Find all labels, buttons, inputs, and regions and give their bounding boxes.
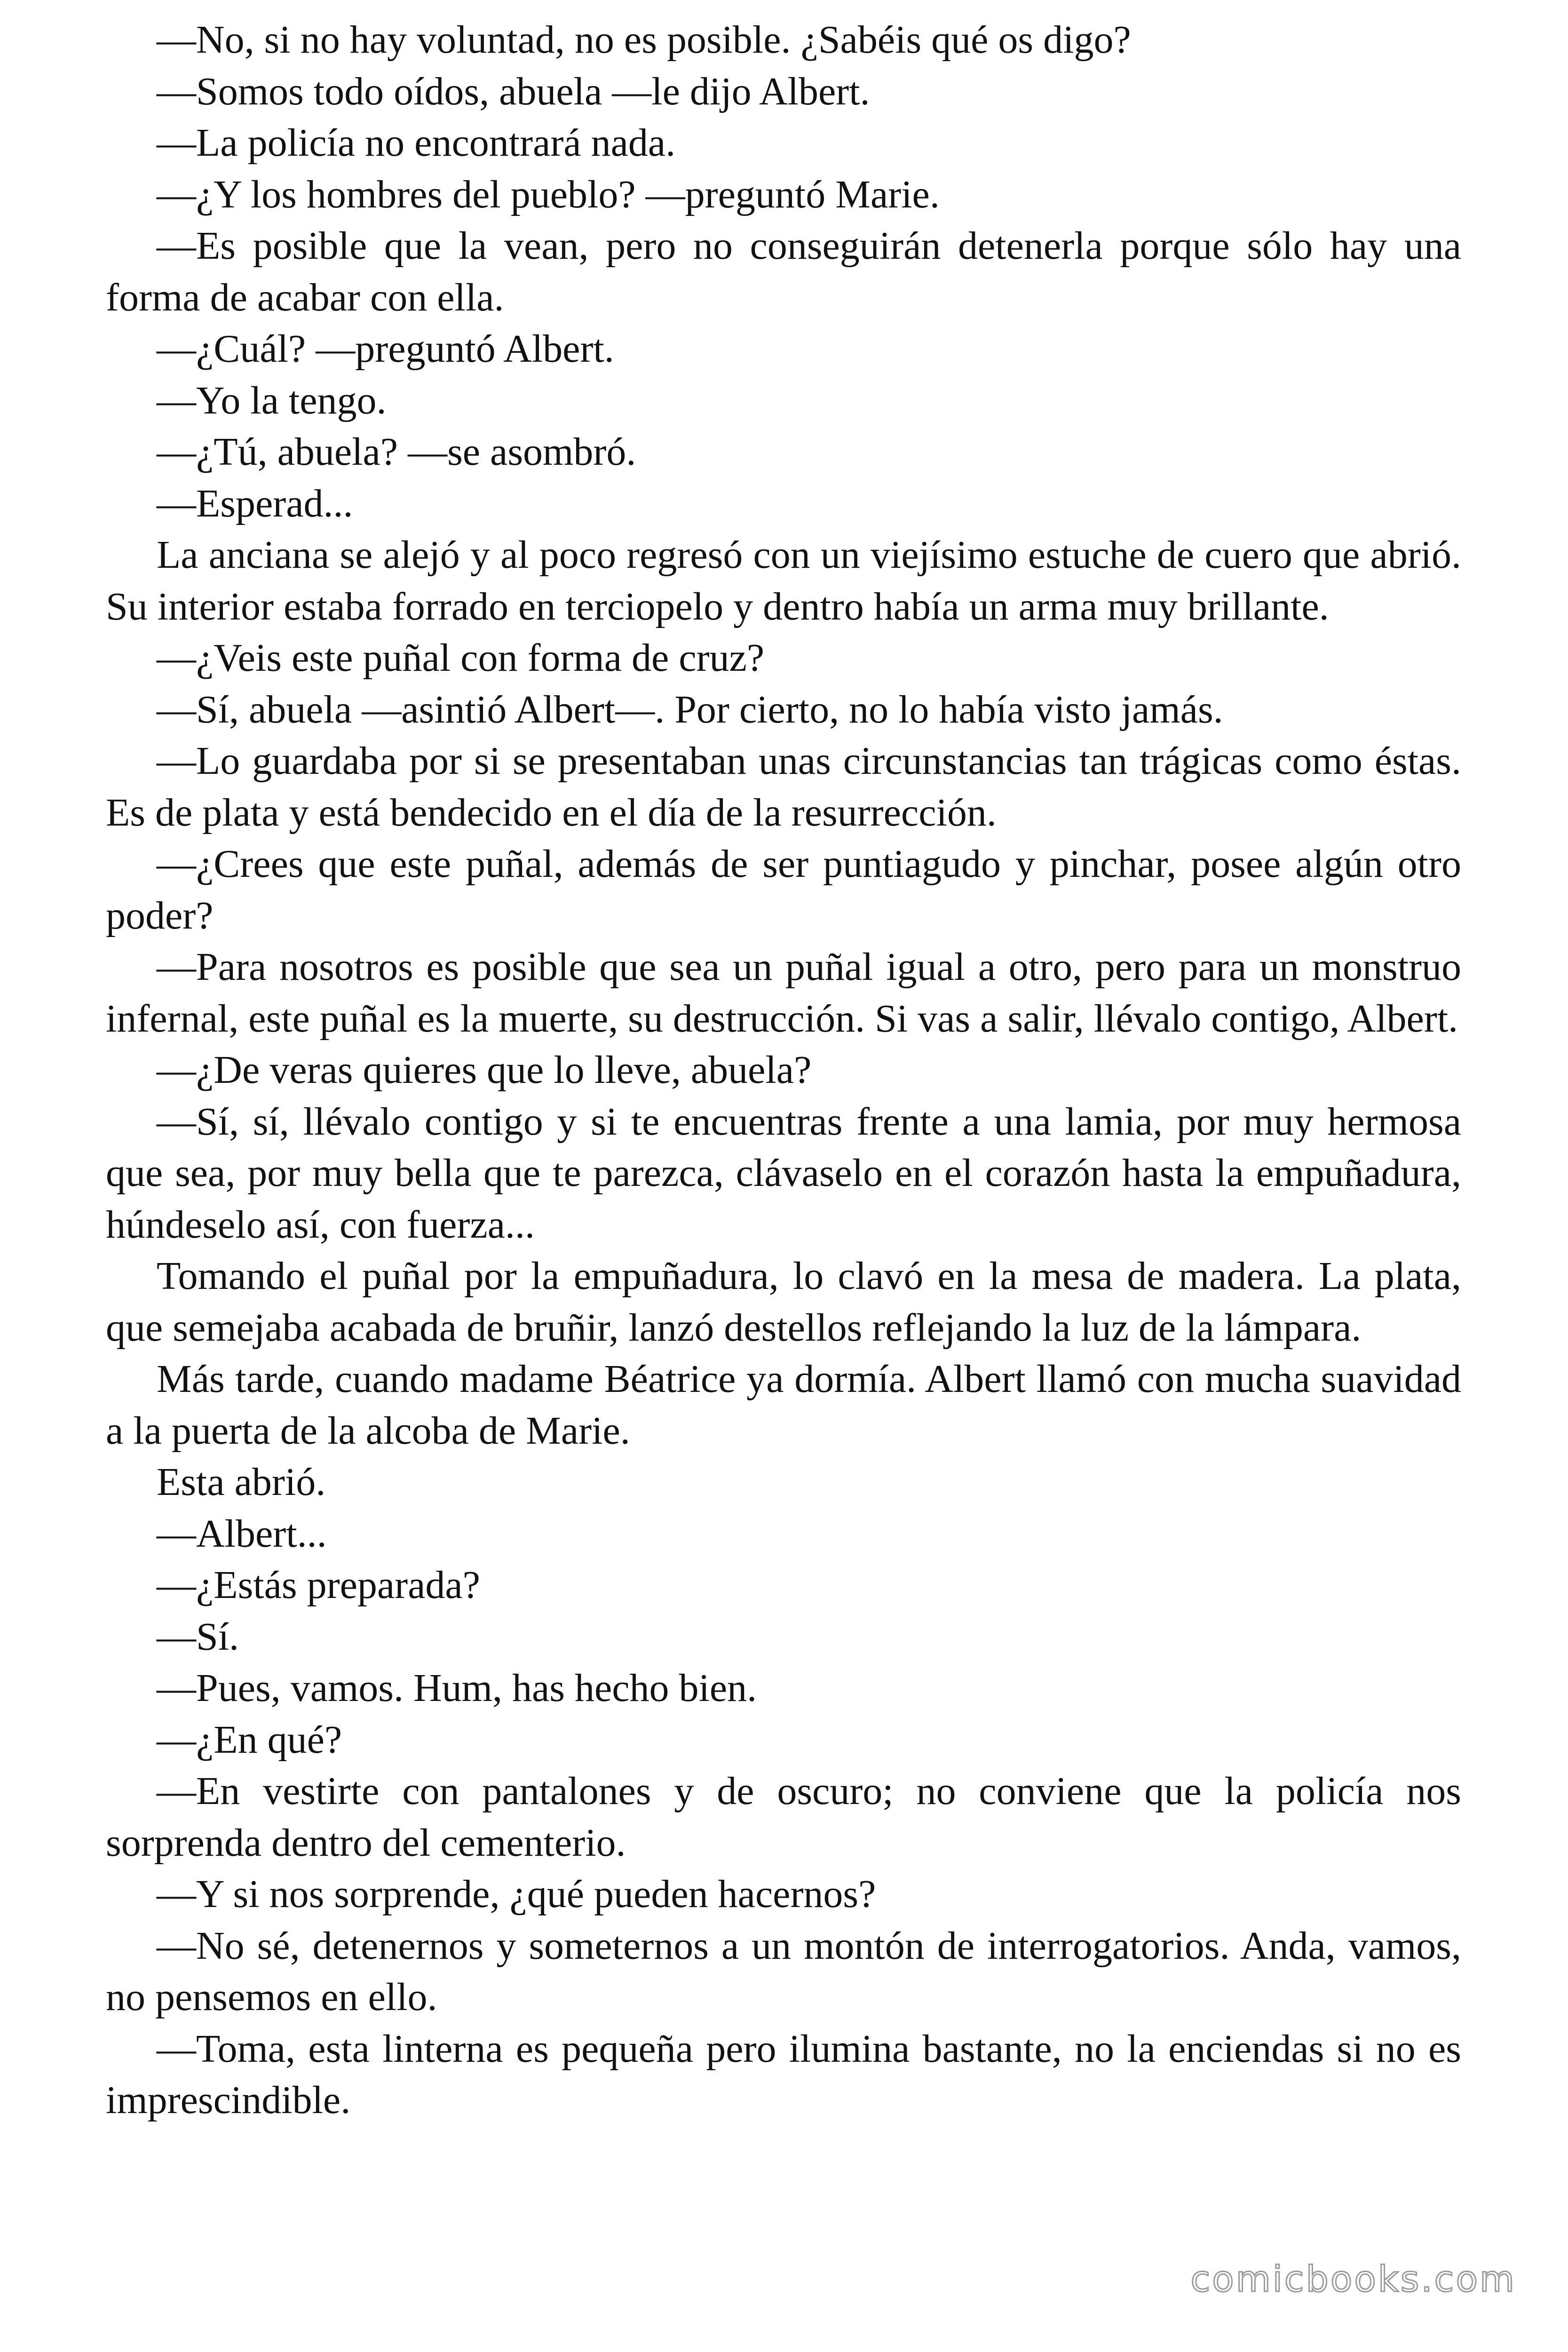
paragraph: —Sí, abuela —asintió Albert—. Por cierto, no lo había visto jamás. [157,687,1223,731]
paragraph: —Somos todo oídos, abuela —le dijo Albert. [157,69,870,113]
paragraph: —Sí, sí, llévalo contigo y si te encuentras frente a una lamia, por muy hermosa que sea, por muy bella que te parezca, clávaselo en el corazón hasta la empuñadura, húndeselo así, con fuerza... [106,1099,1461,1247]
paragraph: —Para nosotros es posible que sea un puñal igual a otro, pero para un monstruo infernal, este puñal es la muerte, su destrucción. Si vas a salir, llévalo contigo, Albert. [106,945,1461,1041]
paragraph: —En vestirte con pantalones y de oscuro; no conviene que la policía nos sorprenda dentro del cementerio. [106,1769,1461,1865]
paragraph: —¿Tú, abuela? —se asombró. [157,430,636,474]
paragraph: Tomando el puñal por la empuñadura, lo clavó en la mesa de madera. La plata, que semejaba acabada de bruñir, lanzó destellos reflejando la luz de la lámpara. [106,1254,1461,1350]
paragraph: —¿Veis este puñal con forma de cruz? [157,636,765,680]
paragraph: —Toma, esta linterna es pequeña pero ilumina bastante, no la enciendas si no es imprescindible. [106,2026,1461,2122]
paragraph: —¿Y los hombres del pueblo? —preguntó Marie. [157,172,940,216]
paragraph: —¿Crees que este puñal, además de ser puntiagudo y pinchar, posee algún otro poder? [106,842,1461,938]
watermark: comicbooks.com [1190,2258,1516,2300]
paragraph: —No, si no hay voluntad, no es posible. ¿Sabéis qué os digo? [157,18,1131,62]
paragraph: —¿En qué? [157,1717,342,1762]
paragraph: Esta abrió. [157,1460,326,1504]
paragraph: Más tarde, cuando madame Béatrice ya dormía. Albert llamó con mucha suavidad a la puerta de la alcoba de Marie. [106,1357,1461,1453]
paragraph: —Yo la tengo. [157,378,387,422]
paragraph: —Lo guardaba por si se presentaban unas circunstancias tan trágicas como éstas. Es de plata y está bendecido en el día de la resurrección. [106,739,1461,834]
paragraph: —Albert... [157,1511,327,1556]
paragraph: —La policía no encontrará nada. [157,121,676,165]
paragraph: —¿Cuál? —preguntó Albert. [157,327,614,371]
paragraph: —¿De veras quieres que lo lleve, abuela? [157,1048,812,1092]
paragraph: —Y si nos sorprende, ¿qué pueden hacernos? [157,1872,876,1916]
paragraph: —¿Estás preparada? [157,1563,480,1607]
paragraph: —Sí. [157,1614,239,1659]
paragraph: —No sé, detenernos y someternos a un montón de interrogatorios. Anda, vamos, no pensemos en ello. [106,1923,1461,2019]
body-text [106,14,1461,2126]
paragraph: —Esperad... [157,481,353,525]
paragraph: La anciana se alejó y al poco regresó con un viejísimo estuche de cuero que abrió. Su interior estaba forrado en terciopelo y dentro había un arma muy brillante. [106,533,1461,628]
paragraph: —Pues, vamos. Hum, has hecho bien. [157,1666,757,1710]
paragraph: —Es posible que la vean, pero no conseguirán detenerla porque sólo hay una forma de acabar con ella. [106,224,1461,319]
